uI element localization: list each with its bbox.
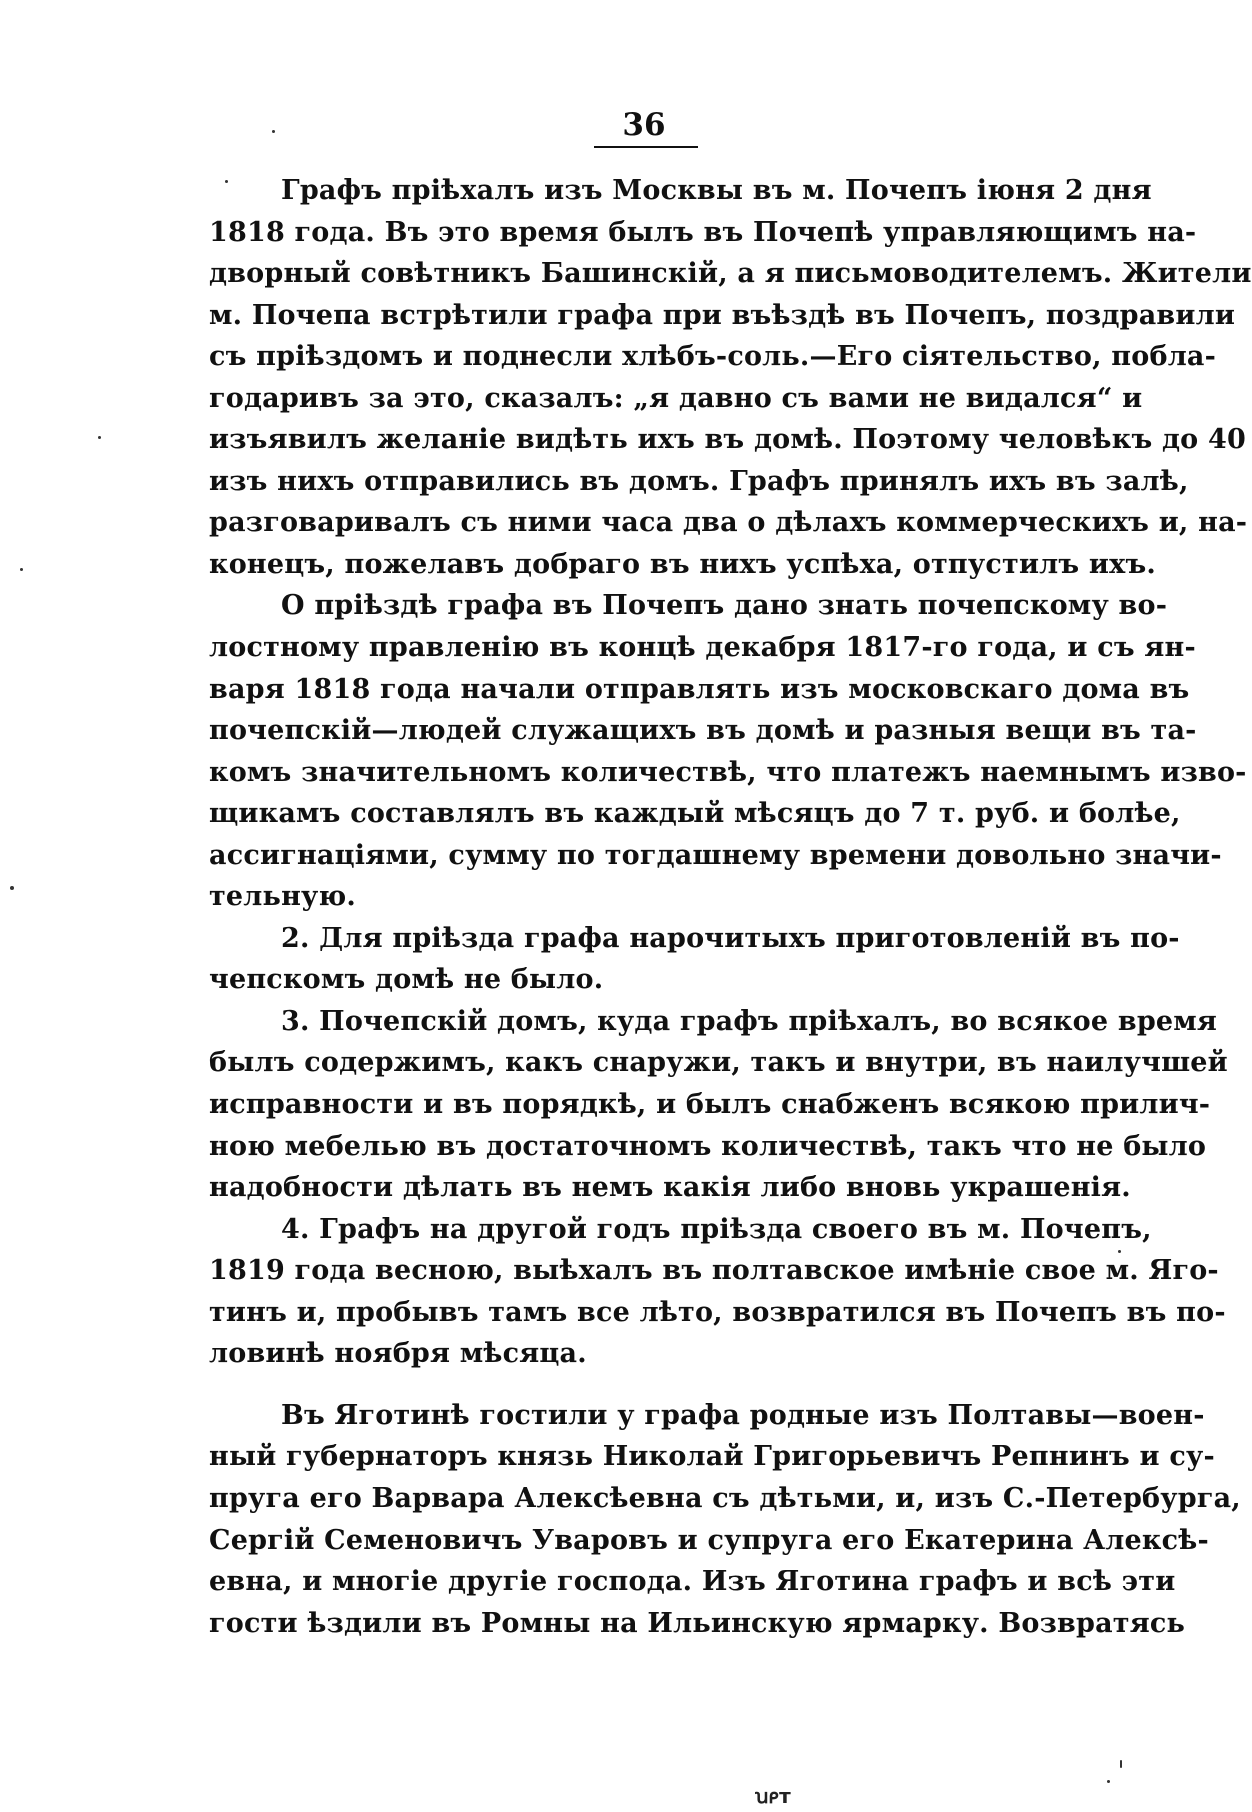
text-line: ловинѣ ноября мѣсяца. bbox=[209, 1338, 587, 1370]
text-line: м. Почепа встрѣтили графа при въѣздѣ въ Почепъ, поздравили bbox=[209, 299, 1236, 331]
text-line: разговаривалъ съ ними часа два о дѣлахъ коммерческихъ и, на- bbox=[209, 507, 1248, 539]
text-line: 1818 года. Въ это время былъ въ Почепѣ управляющимъ на- bbox=[209, 216, 1197, 248]
scan-speck bbox=[10, 886, 14, 890]
scan-speck bbox=[1107, 1780, 1110, 1783]
text-line: варя 1818 года начали отправлять изъ московскаго дома въ bbox=[209, 673, 1190, 705]
paragraph-1 bbox=[209, 170, 1252, 585]
text-line: О пріѣздѣ графа въ Почепъ дано знать почепскому во- bbox=[281, 590, 1168, 622]
text-line: лостному правленію въ концѣ декабря 1817-го года, и съ ян- bbox=[209, 632, 1196, 664]
text-line: былъ содержимъ, какъ снаружи, такъ и внутри, въ наилучшей bbox=[209, 1047, 1228, 1079]
text-line: гости ѣздили въ Ромны на Ильинскую ярмарку. Возвратясь bbox=[209, 1607, 1186, 1639]
body-text bbox=[209, 170, 1252, 1644]
text-line: 3. Почепскій домъ, куда графъ пріѣхалъ, во всякое время bbox=[281, 1005, 1218, 1037]
text-line: Въ Яготинѣ гостили у графа родные изъ Полтавы—воен- bbox=[281, 1399, 1205, 1431]
scan-speck bbox=[272, 130, 275, 133]
paragraph-2 bbox=[209, 585, 1247, 917]
text-line: ный губернаторъ князь Николай Григорьевичъ Репнинъ и су- bbox=[209, 1441, 1215, 1473]
text-line: ною мебелью въ достаточномъ количествѣ, такъ что не было bbox=[209, 1130, 1207, 1162]
text-line: тельную. bbox=[209, 881, 357, 913]
text-line: евна, и многіе другіе господа. Изъ Яготина графъ и всѣ эти bbox=[209, 1566, 1176, 1598]
paragraph-4 bbox=[209, 1001, 1228, 1209]
text-line: комъ значительномъ количествѣ, что платежъ наемнымъ изво- bbox=[209, 756, 1247, 788]
page-number-rule bbox=[594, 146, 698, 148]
text-line: 2. Для пріѣзда графа нарочитыхъ приготовленій въ по- bbox=[281, 922, 1180, 954]
text-line: Графъ пріѣхалъ изъ Москвы въ м. Почепъ іюня 2 дня bbox=[281, 175, 1152, 206]
paragraph-gap bbox=[209, 1375, 1081, 1395]
text-line: пруга его Варвара Алексѣевна съ дѣтьми, и, изъ С.-Петербурга, bbox=[209, 1482, 1241, 1514]
text-line: чепскомъ домѣ не было. bbox=[209, 964, 604, 996]
paragraph-3 bbox=[209, 918, 1180, 1001]
text-line: годаривъ за это, сказалъ: „я давно съ вами не видался“ и bbox=[209, 382, 1143, 414]
text-line: 1819 года весною, выѣхалъ въ полтавское имѣніе свое м. Яго- bbox=[209, 1255, 1219, 1287]
text-line: почепскій—людей служащихъ въ домѣ и разныя вещи въ та- bbox=[209, 715, 1197, 747]
text-line: дворный совѣтникъ Башинскій, а я письмоводителемъ. Жители bbox=[209, 258, 1252, 290]
text-line: изъявилъ желаніе видѣть ихъ въ домѣ. Поэтому человѣкъ до 40 bbox=[209, 424, 1246, 456]
text-line: щикамъ составлялъ въ каждый мѣсяцъ до 7 т. руб. и болѣе, bbox=[209, 798, 1181, 830]
scan-speck bbox=[225, 180, 228, 183]
text-line: Сергій Семеновичъ Уваровъ и супруга его Екатерина Алексѣ- bbox=[209, 1524, 1209, 1556]
scan-speck bbox=[1118, 1250, 1121, 1253]
text-line: изъ нихъ отправились въ домъ. Графъ принялъ ихъ въ залѣ, bbox=[209, 465, 1189, 497]
text-line: ассигнаціями, сумму по тогдашнему времени довольно значи- bbox=[209, 839, 1222, 871]
scan-speck bbox=[20, 568, 23, 571]
paragraph-5 bbox=[209, 1209, 1226, 1375]
paragraph-6 bbox=[209, 1395, 1241, 1644]
scan-speck bbox=[1120, 1760, 1122, 1768]
text-line: конецъ, пожелавъ добраго въ нихъ успѣха, отпустилъ ихъ. bbox=[209, 548, 1156, 580]
footer-mark: ꭒ𐑁ᴛ bbox=[755, 1784, 791, 1808]
page-number: 36 bbox=[622, 107, 666, 143]
text-line: тинъ и, пробывъ тамъ все лѣто, возвратился въ Почепъ въ по- bbox=[209, 1296, 1226, 1328]
text-line: 4. Графъ на другой годъ пріѣзда своего въ м. Почепъ, bbox=[281, 1213, 1152, 1245]
scan-speck bbox=[98, 436, 101, 439]
text-line: исправности и въ порядкѣ, и былъ снабженъ всякою прилич- bbox=[209, 1089, 1211, 1121]
text-line: съ пріѣздомъ и поднесли хлѣбъ-соль.—Его сіятельство, побла- bbox=[209, 341, 1217, 373]
text-line: надобности дѣлать въ немъ какія либо вновь украшенія. bbox=[209, 1172, 1131, 1204]
